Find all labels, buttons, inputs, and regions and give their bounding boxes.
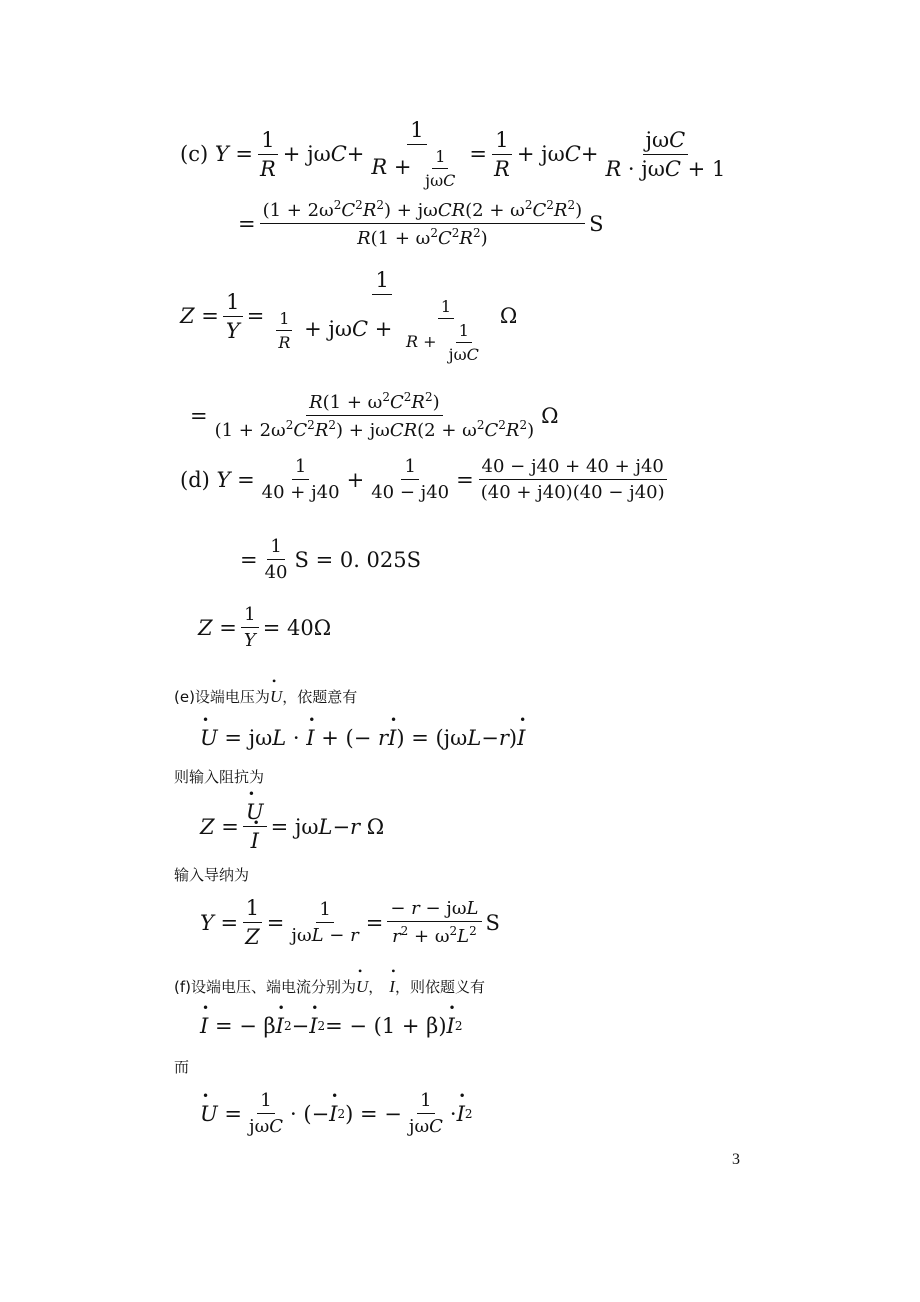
equation-e-3: Y = $\frac{1}{Z}$ = $\frac{1}{\text{jωL − r}}$ = $\frac{\text{− r − jωL}}{r^2 + \omega^2L^2}$ S xyxy=(200,896,500,949)
equation-d-line2: = $\frac{1}{40}$ S = 0. 025S xyxy=(240,536,422,583)
equation-f-2: • U = $\frac{1}{\text{jωC}}$ · (− • I 2 ) = − $\frac{1}{\text{jωC}}$ · • I 2 xyxy=(200,1090,473,1137)
f-and-text: 而 xyxy=(174,1058,190,1076)
equation-c-line1: (c) Y = $\frac{1}{R}$ + jω C + 1 R + $\frac{1}{\text{jωC}}$ = $\frac{1}{R}$ + jω C + $\frac{\text{jωC}}{\text{R · jωC + 1}}$ xyxy=(180,118,726,190)
e-admittance-text: 输入导纳为 xyxy=(174,866,250,884)
equation-e-1: • U = jω L · • I + (− r • I ) = (jω L − r ) • I xyxy=(200,726,525,750)
e-intro-text: (e)设端电压为• U，依题意有 xyxy=(174,686,357,707)
e-impedance-text: 则输入阻抗为 xyxy=(174,768,265,786)
equation-c-line2: = $\frac{(1 + 2\omega^2C^2R^2) + j\omega CR(2 + \omega^2C^2R^2)}{R(1 + \omega^2C^2R^2)}$ S xyxy=(238,198,604,249)
equation-e-2: Z = • U • I = jω L − r Ω xyxy=(200,800,384,853)
equation-d-line3: Z = $\frac{1}{Y}$ = 40Ω xyxy=(198,604,332,651)
page-number: 3 xyxy=(732,1151,740,1168)
equation-f-1: • I = − β • I 2 − • I 2 = − (1 + β) • I 2 xyxy=(200,1014,462,1038)
equation-d-line1: (d) Y = $\frac{1}{40 + j40}$ + $\frac{1}{40 - j40}$ = $\frac{40 - j40 + 40 + j40}{(40 + j40)(40 - j40)}$ xyxy=(180,456,672,503)
f-intro-text: (f)设端电压、端电流分别为• U，• I，则依题义有 xyxy=(174,976,485,997)
equation-c-line4: = $\frac{R(1 + \omega^2C^2R^2)}{(1 + 2\omega^2C^2R^2) + j\omega CR(2 + \omega^2C^2R^2)}$ Ω xyxy=(190,390,559,441)
equation-c-line3: Z = $\frac{1}{Y}$ = 1 $\frac{1}{R}$ + jωC + 1 R + $\frac{1}{\text{jωC}}$ Ω xyxy=(180,268,518,364)
